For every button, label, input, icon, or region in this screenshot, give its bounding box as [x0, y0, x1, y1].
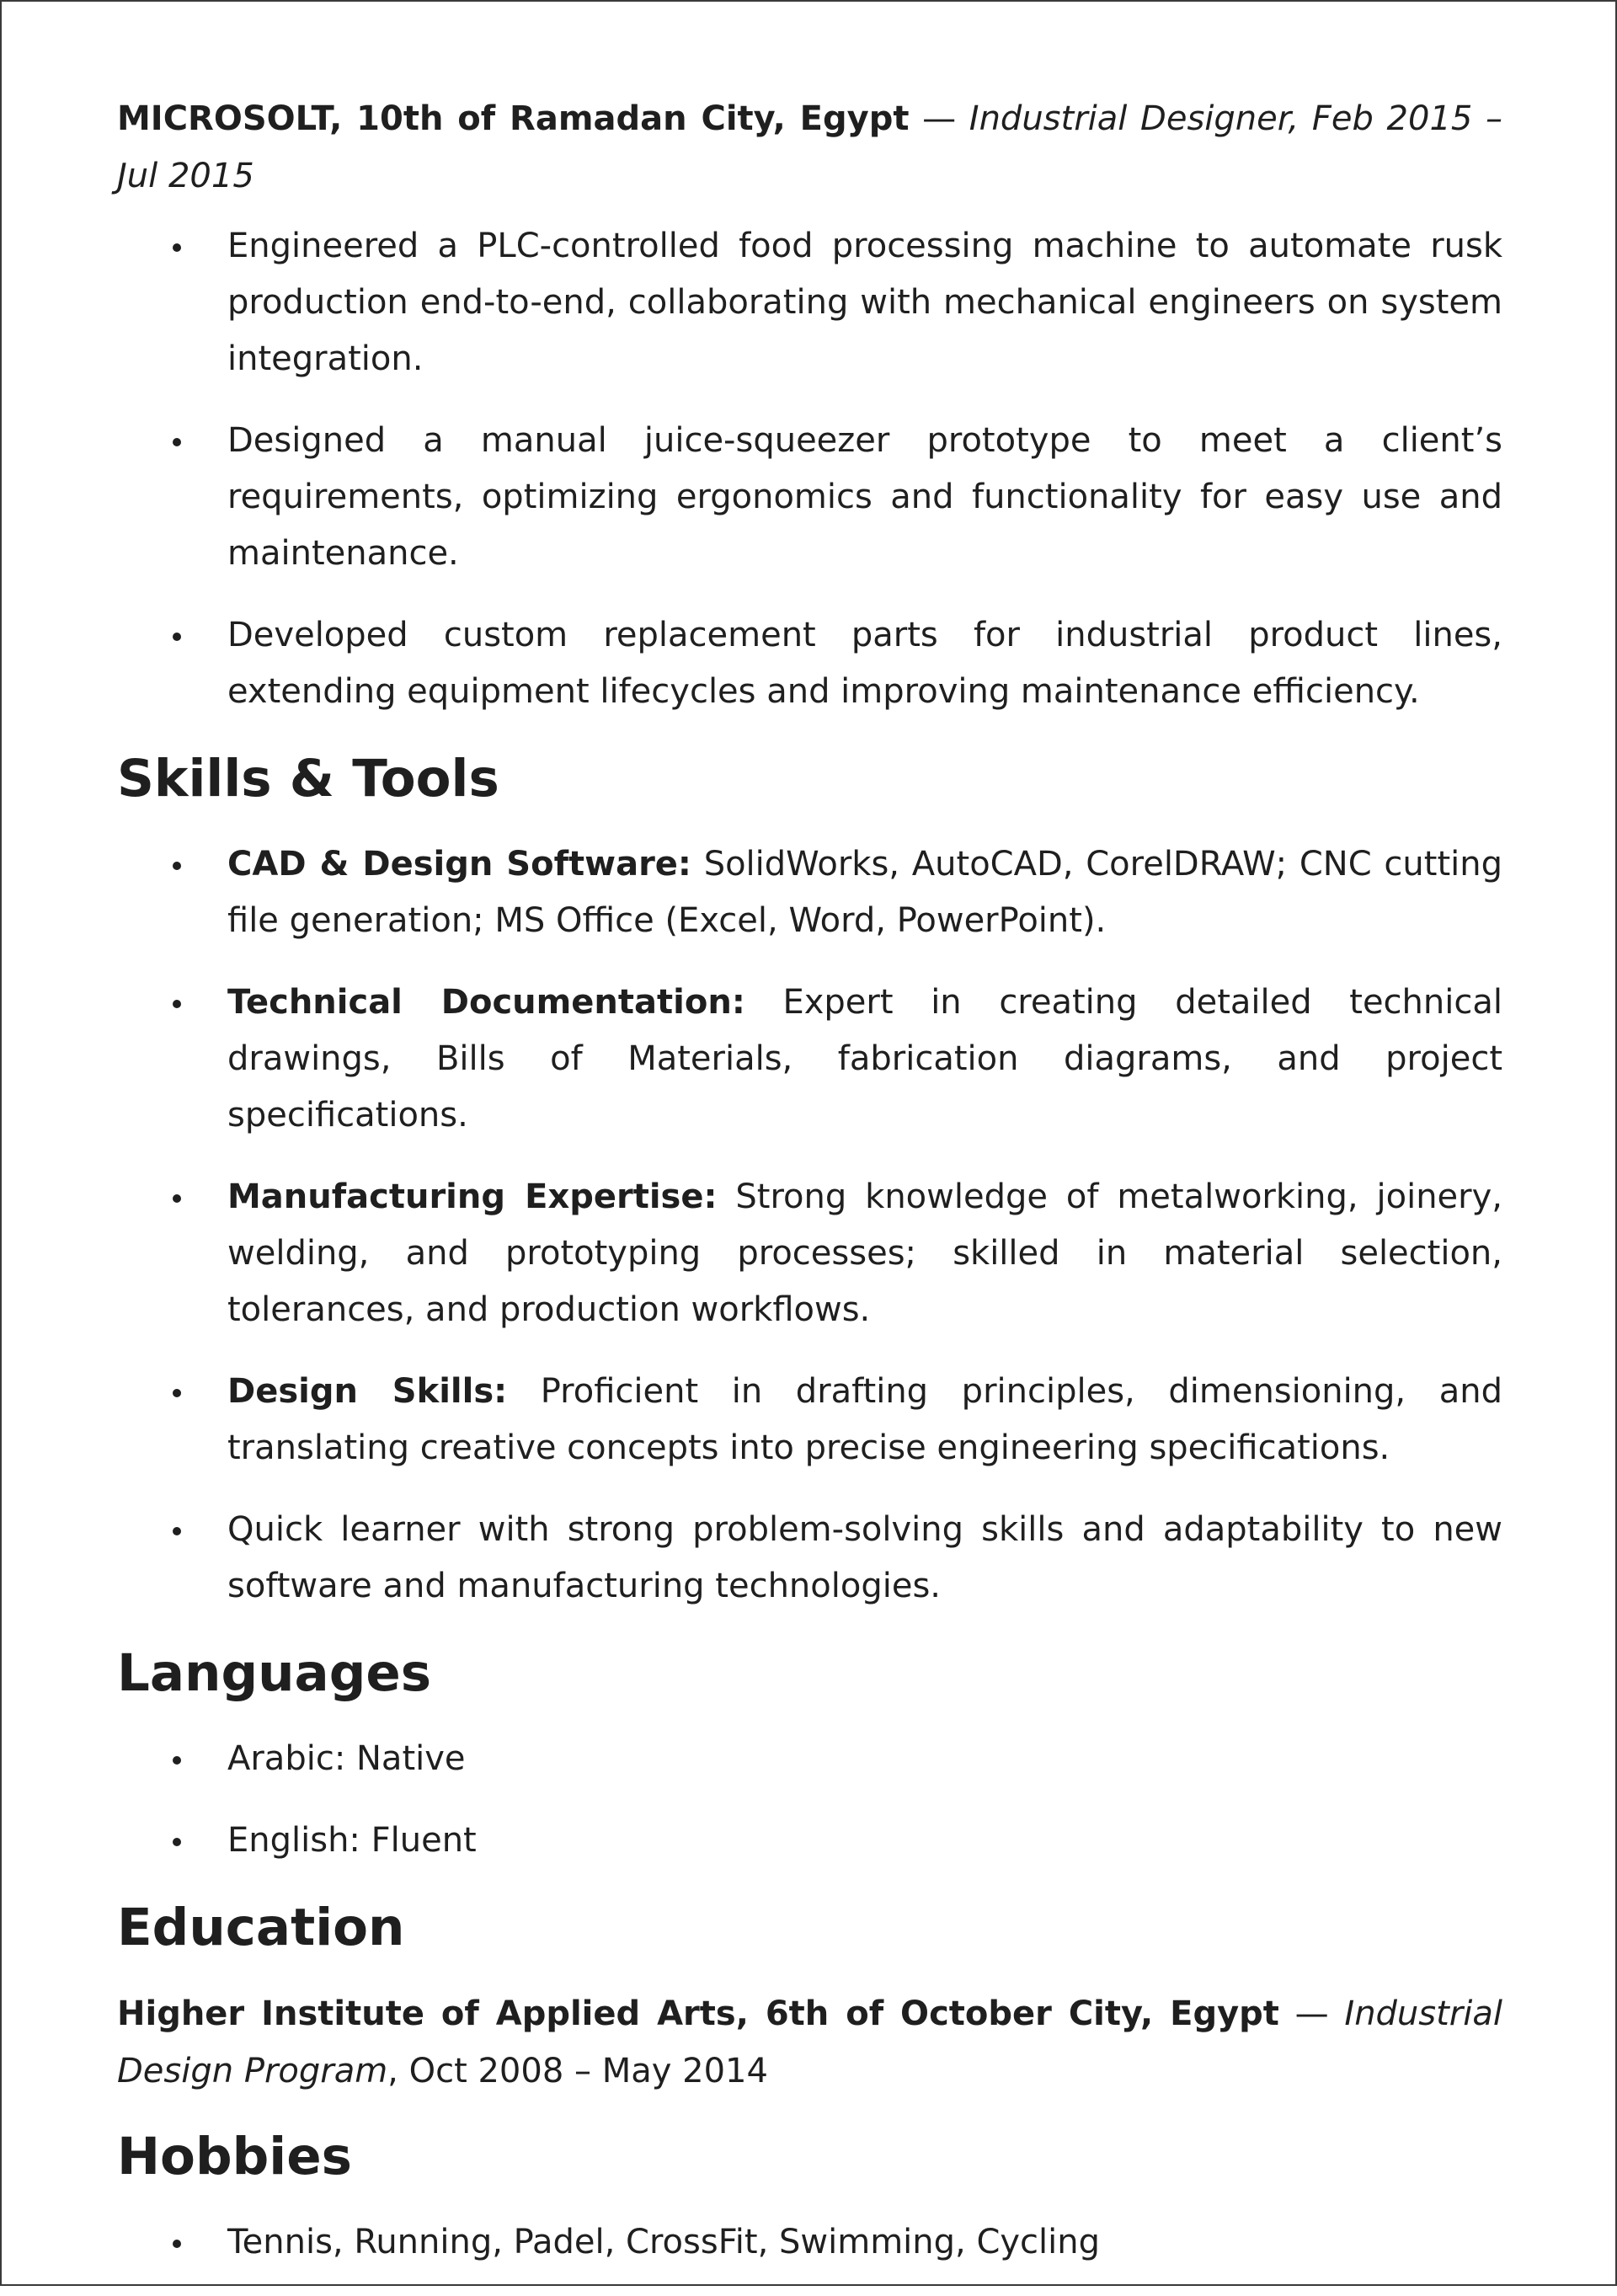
- section-heading-languages: Languages: [117, 1643, 432, 1703]
- list-item: [117, 1169, 1502, 1338]
- separator: —: [909, 99, 969, 138]
- skill-label: Design Skills:: [227, 1372, 508, 1411]
- education-entry: [117, 1985, 1502, 2100]
- hobbies-list: [117, 2214, 1502, 2271]
- resume-content: [117, 90, 1502, 2296]
- list-item: [117, 836, 1502, 949]
- section-heading-skills: Skills & Tools: [117, 749, 499, 809]
- list-item: English: Fluent: [117, 1813, 1502, 1869]
- education-dates: , Oct 2008 – May 2014: [387, 2052, 768, 2090]
- list-item: Arabic: Native: [117, 1731, 1502, 1787]
- job-header: [117, 90, 1502, 205]
- institution-name: Higher Institute of Applied Arts, 6th of October City, Egypt: [117, 1994, 1279, 2033]
- list-item: [117, 1364, 1502, 1476]
- skill-text: Expert in creating detailed technical drawings, Bills of Materials, fabrication diagrams, and project specifications.: [227, 983, 1502, 1135]
- job-role-dates: Industrial Designer, Feb 2015 – Jul 2015: [117, 99, 1502, 195]
- list-item: Quick learner with strong problem-solving skills and adaptability to new software and manufacturing technologies.: [117, 1502, 1502, 1615]
- list-item: Engineered a PLC-controlled food processing machine to automate rusk production end-to-end, collaborating with mechanical engineers on system integration.: [117, 218, 1502, 387]
- company-name: MICROSOLT, 10th of Ramadan City, Egypt: [117, 99, 910, 138]
- list-item: Tennis, Running, Padel, CrossFit, Swimming, Cycling: [117, 2214, 1502, 2271]
- skill-label: CAD & Design Software:: [227, 845, 691, 884]
- separator: —: [1278, 1994, 1345, 2033]
- program-name: Industrial Design Program: [117, 1994, 1502, 2090]
- list-item: Developed custom replacement parts for industrial product lines, extending equipment lifecycles and improving maintenance efficiency.: [117, 607, 1502, 720]
- languages-list: [117, 1731, 1502, 1869]
- skill-text: SolidWorks, AutoCAD, CorelDRAW; CNC cutting file generation; MS Office (Excel, Word, PowerPoint).: [227, 845, 1502, 940]
- skills-list: [117, 836, 1502, 1615]
- skill-label: Manufacturing Expertise:: [227, 1177, 718, 1216]
- skill-label: Technical Documentation:: [227, 983, 745, 1022]
- experience-bullets: [117, 218, 1502, 720]
- section-heading-hobbies: Hobbies: [117, 2127, 352, 2187]
- section-heading-education: Education: [117, 1898, 405, 1957]
- skill-text: Proficient in drafting principles, dimensioning, and translating creative concepts into precise engineering specifications.: [227, 1372, 1502, 1467]
- skill-text: Strong knowledge of metalworking, joinery, welding, and prototyping processes; skilled in material selection, tolerances, and production workflows.: [227, 1177, 1502, 1329]
- list-item: Designed a manual juice-squeezer prototype to meet a client’s requirements, optimizing ergonomics and functionality for easy use and maintenance.: [117, 413, 1502, 582]
- list-item: [117, 974, 1502, 1144]
